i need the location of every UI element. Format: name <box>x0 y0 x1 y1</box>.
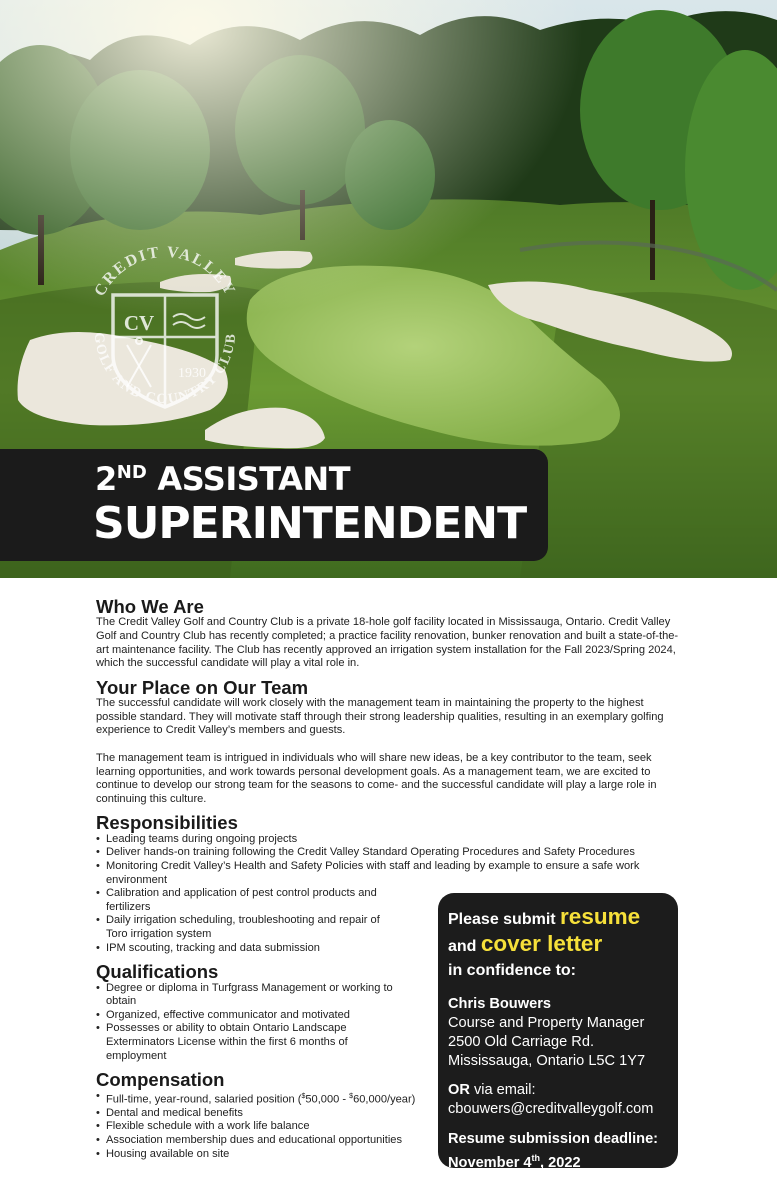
your-place-para-1: The successful candidate will work closely with the management team in maintaining the property to the highest possible standard. They will motivate staff through their strong leadership qualities, resulting in an exemplary golfing experience to Credit Valley’s members and guests. <box>96 697 664 737</box>
logo-arc-bottom: GOLF AND COUNTRY CLUB <box>90 331 240 408</box>
responsibilities-heading: Responsibilities <box>96 812 238 834</box>
callout-line1: Please submit resume <box>448 904 641 929</box>
qualifications-heading: Qualifications <box>96 961 219 983</box>
list-item: • Housing available on site <box>96 1148 686 1162</box>
list-item: • Daily irrigation scheduling, troubleshooting and repair of Toro irrigation system <box>96 914 388 941</box>
apply-callout <box>438 893 678 1171</box>
deadline-label: Resume submission deadline: <box>448 1131 659 1147</box>
list-item: • Flexible schedule with a work life balance <box>96 1120 686 1134</box>
list-item: • Degree or diploma in Turfgrass Management or working to obtain <box>96 982 401 1009</box>
list-item: • Leading teams during ongoing projects <box>96 833 686 847</box>
list-item: • Deliver hands-on training following the Credit Valley Standard Operating Procedures and Safety Procedures <box>96 846 686 860</box>
list-item-salary: • Full-time, year-round, salaried position ($50,000 - $60,000/year) <box>96 1090 686 1107</box>
list-item: • IPM scouting, tracking and data submission <box>96 942 686 956</box>
crossed-clubs-icon <box>127 338 151 387</box>
list-item: • Calibration and application of pest control products and fertilizers <box>96 887 378 914</box>
your-place-para-2: The management team is intrigued in individuals who will share new ideas, be a key contributor to the team, seek learning opportunities, and work towards personal development goals. As a management team, we are excited to continue to develop our strong team for the seasons to come- and the successful candidate will play a large role in continuing this culture. <box>96 752 657 805</box>
contact-name: Chris Bouwers <box>448 996 551 1012</box>
who-we-are-heading: Who We Are <box>96 596 204 617</box>
logo-initials: CV <box>123 311 155 335</box>
callout-line3: in confidence to: <box>448 962 576 979</box>
contact-role: Course and Property Manager <box>448 1015 645 1031</box>
your-place-heading: Your Place on Our Team <box>96 676 309 698</box>
contact-email-link[interactable]: cbouwers@creditvalleygolf.com <box>448 1101 654 1117</box>
list-item: • Organized, effective communicator and motivated <box>96 1009 686 1023</box>
callout-line2: and cover letter <box>448 931 603 956</box>
hero-image <box>0 0 777 578</box>
list-item: • Association membership dues and educational opportunities <box>96 1134 686 1148</box>
waves-icon <box>173 314 205 328</box>
compensation-heading: Compensation <box>96 1069 225 1091</box>
svg-text:CREDIT VALLEY <box>91 244 238 299</box>
email-label: OR via email: <box>448 1082 536 1098</box>
list-item: • Possesses or ability to obtain Ontario Landscape Exterminators License within the first 6 months of employment <box>96 1022 386 1063</box>
logo-arc-top: CREDIT VALLEY <box>91 243 239 300</box>
job-title-line2: SUPERINTENDENT <box>93 498 527 549</box>
list-item: • Dental and medical benefits <box>96 1107 686 1121</box>
list-item: • Monitoring Credit Valley’s Health and Safety Policies with staff and leading by example to ensure a safe work environment <box>96 860 686 887</box>
contact-city: Mississauga, Ontario L5C 1Y7 <box>448 1053 646 1069</box>
who-we-are-body: The Credit Valley Golf and Country Club is a private 18-hole golf facility located in Mississauga, Ontario. Credit Valley Golf and Country Club has recently completed; a practice facility renovation, bunker renovation and built a state-of-the-art maintenance facility. The Club has recently approved an irrigation system installation for the Fall 2023/Spring 2024, which the successful candidate will play a vital role in. <box>96 616 679 670</box>
job-title-line1: 2ND ASSISTANT <box>95 460 351 498</box>
logo-year: 1930 <box>178 366 206 381</box>
contact-street: 2500 Old Carriage Rd. <box>448 1034 595 1050</box>
deadline-date: November 4th, 2022 <box>448 1153 581 1171</box>
club-logo <box>85 237 245 427</box>
